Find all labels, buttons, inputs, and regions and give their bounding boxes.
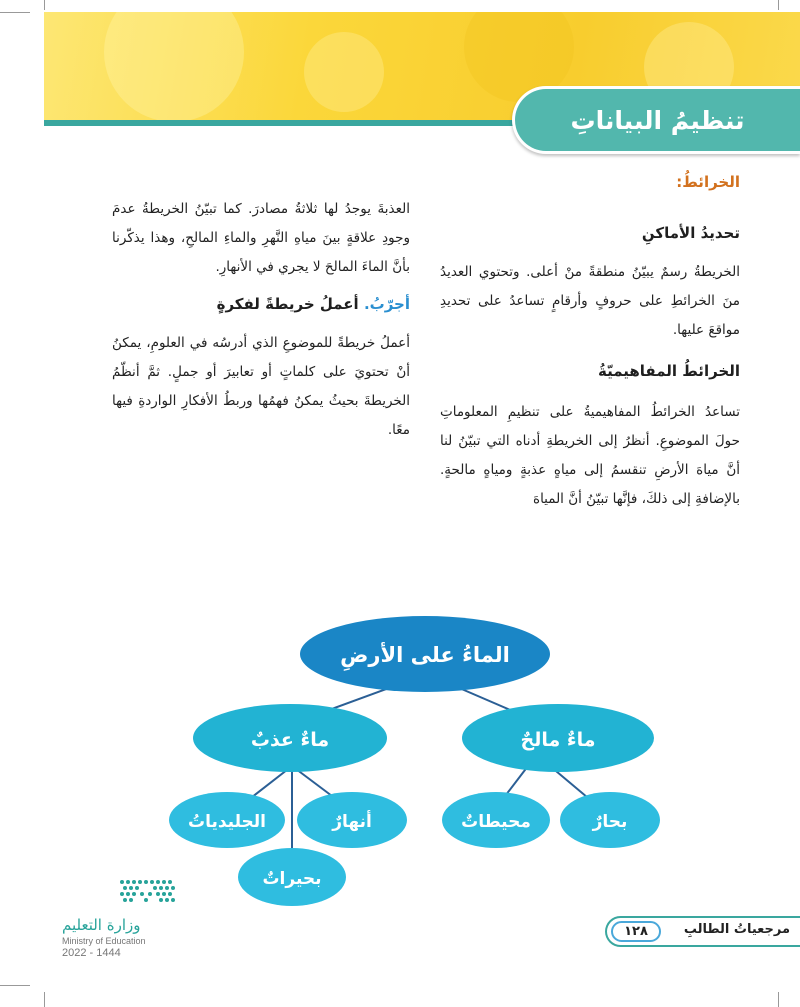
paragraph-concept-maps: تساعدُ الخرائطُ المفاهيميةُ على تنظيمِ المعلوماتِ حولَ الموضوعِ. أنظرُ إلى الخريطةِ أدناه التي تبيّنُ لنا أنَّ مياهَ الأرضِ تنقسمُ إلى مياهٍ عذبةٍ ومياهٍ مالحةٍ. بالإضافةِ إلى ذلكَ، فإنَّها تبيّنُ أنَّ المياهَ — [440, 404, 740, 507]
paragraph-activity: أعملُ خريطةً للموضوعِ الذي أدرسُه في العلومِ، يمكنُ أنْ تحتويَ على كلماتٍ أو تعابيرَ أو جملٍ. ثمَّ أنظّمُ الخريطةَ بحيثُ يمكنُ فهمُها وربطُ الأفكارِ الواردةِ فيها معًا. — [112, 335, 410, 438]
page-title: تنظيمُ البياناتِ — [570, 105, 745, 135]
ministry-logo — [62, 874, 212, 964]
subheading-concept-maps: الخرائطُ المفاهيميّةُ — [597, 362, 740, 380]
glaciers-label: الجليدياتُ — [187, 812, 267, 832]
rivers-node — [297, 792, 407, 848]
lakes-label: بحيراتٌ — [262, 869, 322, 889]
ministry-name-ar: وزارة التعليم — [62, 916, 141, 934]
oceans-label: محيطاتٌ — [461, 812, 531, 832]
fresh-water-node — [193, 704, 387, 772]
seas-label: بحارٌ — [592, 812, 628, 832]
try-title: أعملُ خريطةً لفكرةٍ — [216, 295, 359, 313]
paragraph-locations: الخريطةُ رسمٌ يبيّنُ منطقةً منْ أعلى. وتحتوي العديدُ منَ الخرائطِ على حروفٍ وأرقامٍ تساعدُ على تحديدِ مواقعَ عليها. — [440, 264, 740, 338]
try-word: أجرّبُ. — [363, 295, 410, 313]
paragraph-fresh-water-sources: العذبةَ يوجدُ لها ثلاثةُ مصادرَ. كما تبيّنُ الخريطةُ عدمَ وجودِ علاقةٍ بينَ مياهِ النَّهرِ والماءِ المالحِ، وهذا يذكّرنا بأنَّ الماءَ المالحَ لا يجري في الأنهارِ. — [112, 201, 410, 275]
edition-year: 2022 - 1444 — [62, 947, 121, 959]
salt-water-node — [462, 704, 654, 772]
ministry-emblem-icon — [62, 874, 212, 914]
root-node-label: الماءُ على الأرضِ — [340, 643, 510, 667]
seas-node — [560, 792, 660, 848]
glaciers-node — [169, 792, 285, 848]
subheading-locations: تحديدُ الأماكنِ — [641, 224, 740, 242]
footer-tab — [605, 916, 800, 947]
rivers-label: أنهارٌ — [332, 812, 372, 832]
root-node — [300, 616, 550, 692]
section-heading: الخرائطُ: — [676, 173, 740, 191]
fresh-water-label: ماءٌ عذبٌ — [250, 729, 330, 751]
salt-water-label: ماءٌ مالحٌ — [520, 729, 596, 751]
ministry-name-en: Ministry of Education — [62, 936, 146, 946]
footer-label: مرجعياتُ الطالبِ — [683, 922, 790, 937]
page-number: ١٢٨ — [611, 921, 661, 942]
oceans-node — [442, 792, 550, 848]
lakes-node — [238, 848, 346, 906]
